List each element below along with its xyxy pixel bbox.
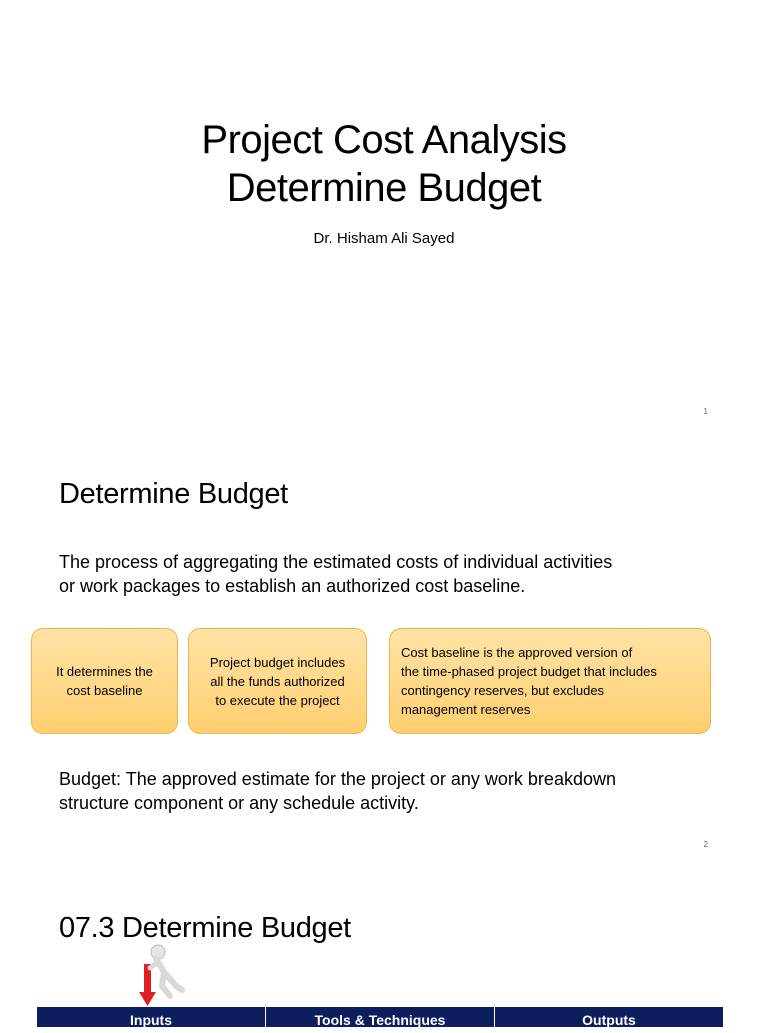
info-box-cost-baseline [31,628,178,734]
box-line: cost baseline [66,683,143,698]
process-table-header [37,1007,723,1027]
column-header-tools: Tools & Techniques [266,1007,495,1027]
slide-1 [0,0,768,432]
definition-line: or work packages to establish an authorized cost baseline. [59,576,526,596]
budget-line: structure component or any schedule activity. [59,793,419,813]
title-line-2: Determine Budget [226,166,542,210]
box-line: all the funds authorized [210,673,345,689]
slide-3 [0,866,768,1028]
box-line: to execute the project [215,692,340,708]
definition-text [59,550,739,598]
box-line: management reserves [401,702,531,717]
box-line: Cost baseline is the approved version of [401,645,633,660]
title-line-1: Project Cost Analysis [201,118,567,162]
slide-title [0,116,768,212]
slide-heading: Determine Budget [59,478,288,510]
slide-2 [0,433,768,865]
info-box-project-budget [188,628,367,734]
info-box-cost-baseline-definition [389,628,711,734]
box-line: Project budget includes [209,654,346,670]
slide-heading: 07.3 Determine Budget [59,912,351,944]
box-line: It determines the [56,664,153,679]
definition-line: The process of aggregating the estimated costs of individual activities [59,552,613,572]
box-line: the time-phased project budget that includes [401,664,657,679]
person-pulling-arrow-icon [136,938,188,1008]
column-header-outputs: Outputs [582,1012,636,1028]
box-line: contingency reserves, but excludes [401,683,605,698]
budget-definition-text [59,767,739,815]
budget-line: Budget: The approved estimate for the project or any work breakdown [59,769,616,789]
page-number: 2 [703,840,708,849]
column-header-inputs: Inputs [37,1007,266,1027]
author-name: Dr. Hisham Ali Sayed [313,230,455,247]
page-number: 1 [703,407,708,416]
